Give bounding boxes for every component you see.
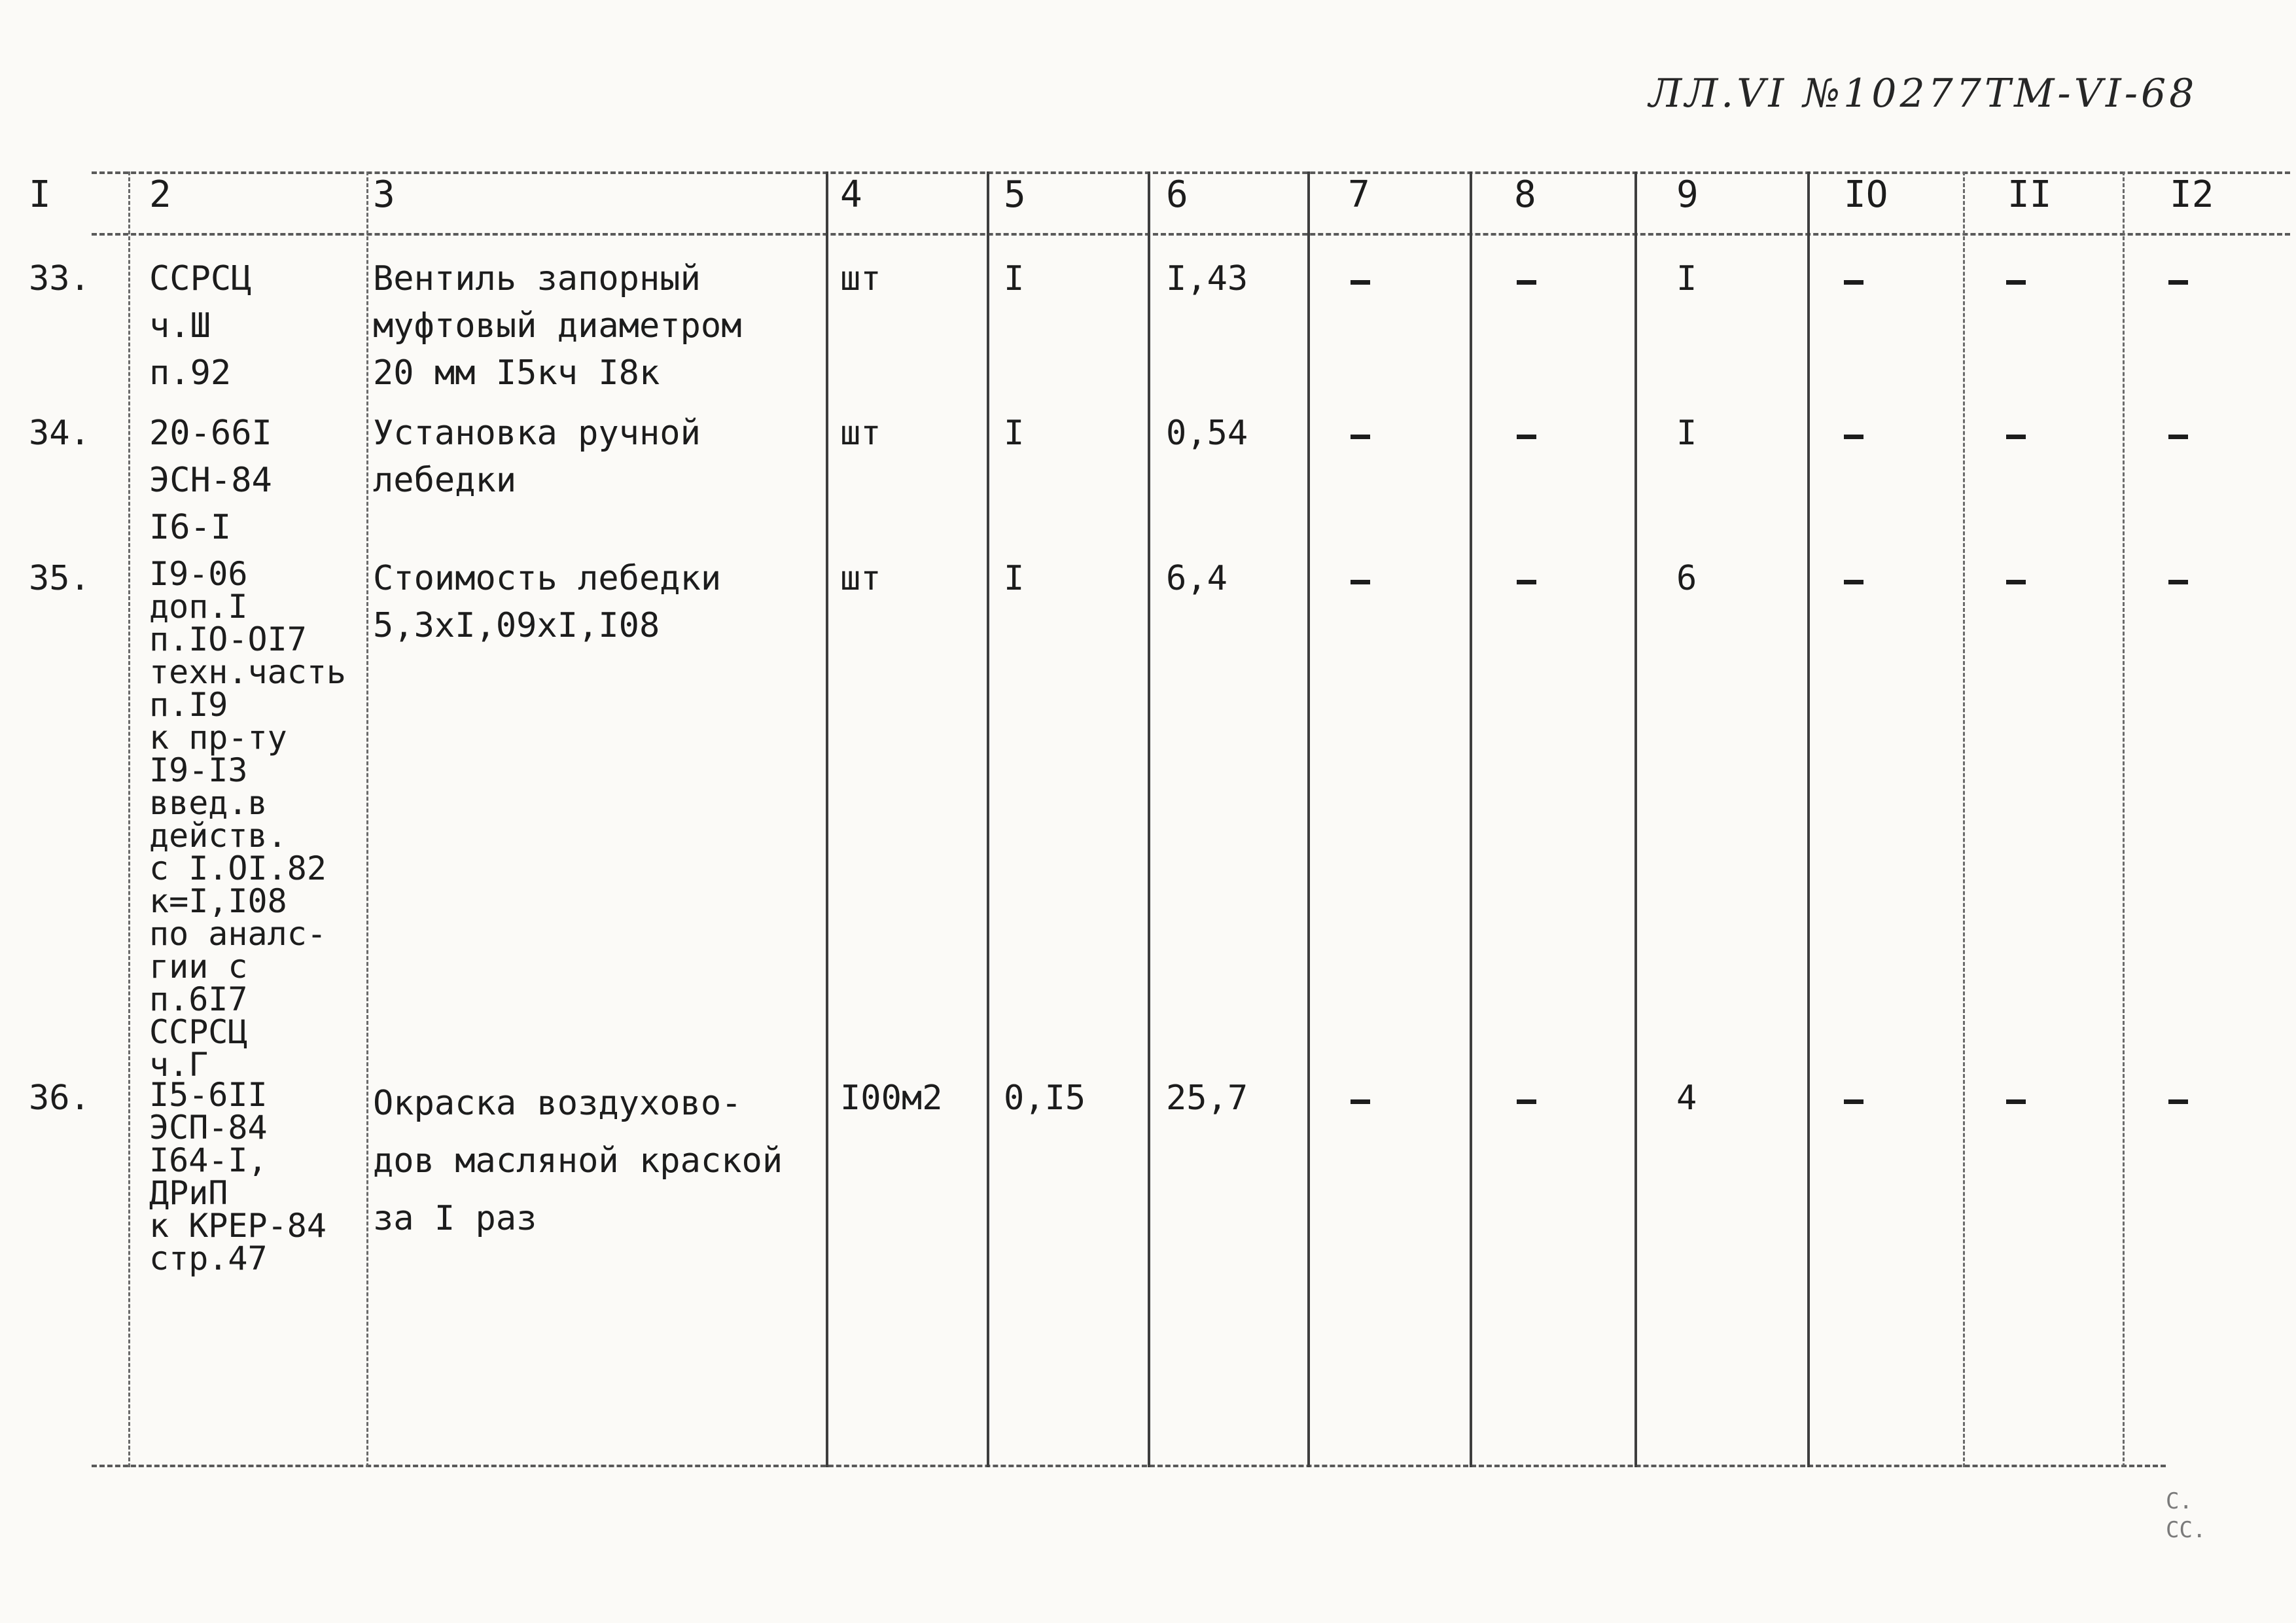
row-name: Окраска воздухово- дов масляной краской за I раз [373,1084,783,1238]
column-rule-11 [2123,171,2125,1467]
row-col8-dash [1517,435,1536,439]
row-name: Стоимость лебедки 5,3хI,09хI,I08 [373,559,722,645]
table-bottom-rule [92,1465,2166,1467]
header-col-4: 4 [840,173,862,216]
row-name: Установка ручной лебедки [373,414,701,500]
header-col-7: 7 [1348,173,1370,216]
header-col-9: 9 [1676,173,1699,216]
header-col-5: 5 [1004,173,1026,216]
column-rule-10 [1963,171,1965,1467]
header-col-3: 3 [373,173,395,216]
column-rule-3 [826,171,828,1467]
row-qty: I [1004,259,1025,298]
row-number: 36. [29,1079,90,1118]
header-col-12: I2 [2170,173,2214,216]
column-rule-7 [1470,171,1472,1467]
row-col10-dash [1844,580,1863,584]
row-col12-dash [2168,1099,2188,1104]
row-number: 34. [29,414,90,453]
row-col7-dash [1351,1099,1370,1104]
row-unit: I00м2 [840,1079,943,1118]
margin-note: С. СС. [2166,1488,2206,1543]
row-col7-dash [1351,580,1370,584]
row-col8-dash [1517,580,1536,584]
row-col12-dash [2168,435,2188,439]
row-col8-dash [1517,280,1536,285]
column-rule-6 [1307,171,1310,1467]
row-col11-dash [2006,435,2026,439]
header-bottom-rule [92,233,2290,236]
row-col10-dash [1844,280,1863,285]
row-col10-dash [1844,1099,1863,1104]
row-col6: 0,54 [1166,414,1248,453]
row-unit: шт [840,414,881,453]
row-col12-dash [2168,580,2188,584]
row-col11-dash [2006,580,2026,584]
row-code: ССРСЦ ч.Ш п.92 [149,259,252,393]
row-col7-dash [1351,280,1370,285]
table-top-rule [92,171,2290,174]
row-unit: шт [840,259,881,298]
row-qty: I [1004,559,1025,598]
row-col9: I [1676,414,1697,453]
header-col-2: 2 [149,173,171,216]
column-rule-1 [128,171,130,1467]
column-rule-8 [1634,171,1637,1467]
header-col-6: 6 [1166,173,1188,216]
row-qty: 0,I5 [1004,1079,1086,1118]
column-rule-2 [366,171,368,1467]
row-code: I5-6II ЭСП-84 I64-I, ДРиП к КРЕР-84 стр.47 [149,1076,327,1277]
row-col12-dash [2168,280,2188,285]
header-col-10: IO [1844,173,1888,216]
sheet-reference-stamp: ЛЛ.VI №10277ТМ-VI-68 [1649,71,2198,116]
header-col-1: I [29,173,51,216]
row-col10-dash [1844,435,1863,439]
row-name: Вентиль запорный муфтовый диаметром 20 мм I5кч I8к [373,259,742,393]
row-col9: 4 [1676,1079,1697,1118]
row-col9: 6 [1676,559,1697,598]
column-rule-9 [1807,171,1810,1467]
row-col11-dash [2006,280,2026,285]
row-qty: I [1004,414,1025,453]
column-rule-5 [1148,171,1150,1467]
header-col-11: II [2007,173,2052,216]
column-rule-4 [987,171,989,1467]
row-number: 35. [29,559,90,598]
row-unit: шт [840,559,881,598]
row-col6: 25,7 [1166,1079,1248,1118]
row-col11-dash [2006,1099,2026,1104]
row-number: 33. [29,259,90,298]
row-code: 20-66I ЭСН-84 I6-I [149,414,272,547]
row-col7-dash [1351,435,1370,439]
row-col9: I [1676,259,1697,298]
row-code: I9-06 доп.I п.IO-OI7 техн.часть п.I9 к пр-ту I9-I3 введ.в действ. с I.OI.82 к=I,I08 по аналс- гии с п.6I7 ССРСЦ ч.Г [149,555,347,1084]
row-col6: 6,4 [1166,559,1227,598]
header-col-8: 8 [1514,173,1536,216]
row-col6: I,43 [1166,259,1248,298]
row-col8-dash [1517,1099,1536,1104]
